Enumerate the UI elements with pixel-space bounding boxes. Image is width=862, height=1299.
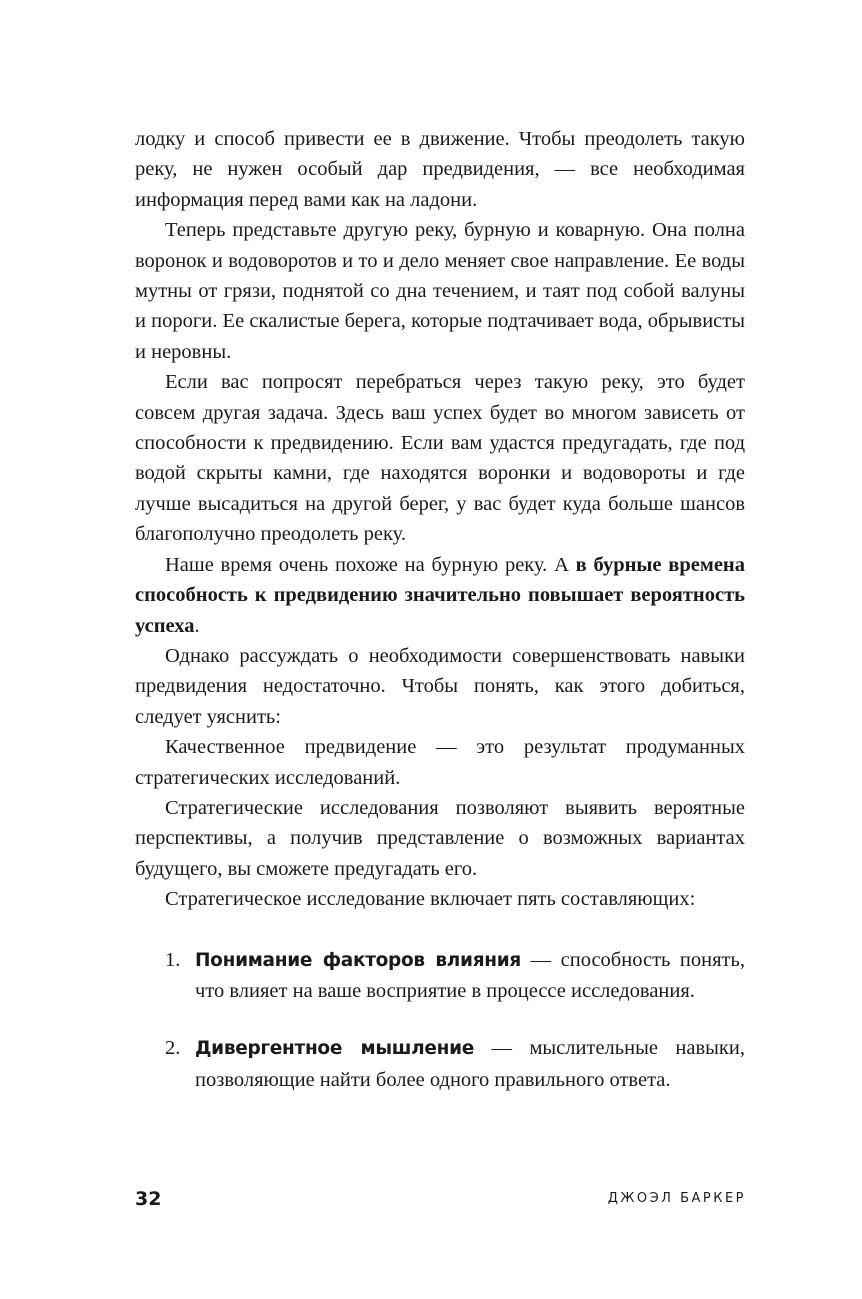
paragraph-tail-text: .	[194, 614, 200, 637]
paragraph-our-time	[135, 550, 745, 641]
list-item	[135, 945, 745, 1007]
list-item-text: — способность понять, что влияет на ваше восприятие в процессе исследования.	[195, 948, 745, 1002]
list-item-term: Понимание факторов влияния	[195, 949, 521, 971]
paragraph-quality-foresight: Качественное предвидение — это результат продуманных стратегических исследований.	[135, 736, 745, 789]
list-item-number: 2.	[165, 1037, 181, 1060]
list-item-body	[195, 1033, 745, 1095]
page-number: 32	[135, 1188, 162, 1210]
numbered-list	[135, 945, 745, 1096]
paragraph-continuation: лодку и способ привести ее в движение. Чтобы преодолеть такую реку, не нужен особый дар предвидения, — все необходимая информация перед вами как на ладони.	[135, 128, 745, 211]
paragraph-stormy-river: Теперь представьте другую реку, бурную и коварную. Она полна воронок и водоворотов и то и дело меняет свое направление. Ее воды мутны от грязи, поднятой со дна течением, и таят под собой валуны и пороги. Ее скалистые берега, которые подтачивает вода, обрывисты и неровны.	[135, 219, 745, 363]
list-item-number: 1.	[165, 948, 181, 971]
running-footer-author: ДЖОЭЛ БАРКЕР	[607, 1191, 746, 1206]
paragraph-lead-text: Наше время очень похоже на бурную реку. А	[165, 553, 576, 576]
list-item	[135, 1033, 745, 1095]
paragraph-five-components: Стратегическое исследование включает пять составляющих:	[165, 888, 696, 911]
paragraph-strategic-research: Стратегические исследования позволяют выявить вероятные перспективы, а получив представление о возможных вариантах будущего, вы сможете предугадать его.	[135, 796, 745, 880]
emphasis-text: в бурные времена способность к предвидению значительно повышает вероятность успеха	[135, 553, 745, 637]
list-item-text: — мыслительные навыки, позволяющие найти более одного правильного ответа.	[195, 1037, 745, 1091]
list-item-body	[195, 945, 745, 1007]
paragraph-crossing: Если вас попросят перебраться через такую реку, это будет совсем другая задача. Здесь ваш успех будет во многом зависеть от способности к предвидению. Если вам удастся предугадать, где под водой скрыты камни, где находятся воронки и водовороты и где лучше высадиться на другой берег, у вас будет куда больше шансов благополучно преодолеть реку.	[135, 371, 745, 546]
page-body	[135, 124, 745, 1122]
list-item-term: Дивергентное мышление	[195, 1038, 475, 1060]
paragraph-however: Однако рассуждать о необходимости совершенствовать навыки предвидения недостаточно. Чтобы понять, как этого добиться, следует уяснить:	[135, 644, 745, 728]
